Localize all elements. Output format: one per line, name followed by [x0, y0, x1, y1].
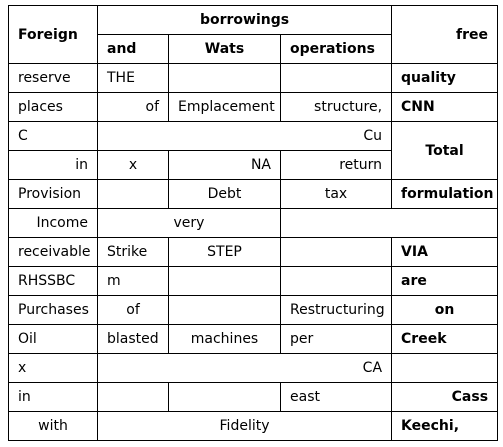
table-cell: CA	[98, 354, 392, 383]
table-cell: NA	[169, 151, 281, 180]
table-cell: Debt	[169, 180, 281, 209]
table-cell	[392, 354, 498, 383]
table-cell: Keechi,	[392, 412, 498, 441]
header-free: free	[392, 6, 498, 64]
table-cell: with	[9, 412, 98, 441]
table-row	[9, 209, 498, 238]
table-cell: places	[9, 93, 98, 122]
table-row	[9, 64, 498, 93]
table-row	[9, 122, 498, 151]
header-sub-operations: operations	[281, 35, 392, 64]
table-cell	[281, 209, 498, 238]
table-cell: in	[9, 151, 98, 180]
table-cell: VIA	[392, 238, 498, 267]
table-cell: m	[98, 267, 169, 296]
table-cell: formulation	[392, 180, 498, 209]
table-cell: x	[9, 354, 98, 383]
table-cell: STEP	[169, 238, 281, 267]
table-cell: Fidelity	[98, 412, 392, 441]
table-row	[9, 93, 498, 122]
table-cell: machines	[169, 325, 281, 354]
table-cell: x	[98, 151, 169, 180]
table-cell: RHSSBC	[9, 267, 98, 296]
table-cell: CNN	[392, 93, 498, 122]
table-cell: Provision	[9, 180, 98, 209]
table-cell: reserve	[9, 64, 98, 93]
table-row	[9, 267, 498, 296]
header-row-1	[9, 6, 498, 35]
table-cell: Oil	[9, 325, 98, 354]
table-cell	[281, 64, 392, 93]
table-cell: Restructuring	[281, 296, 392, 325]
table-row	[9, 238, 498, 267]
table-cell	[169, 296, 281, 325]
table-row	[9, 383, 498, 412]
table-cell: Strike	[98, 238, 169, 267]
table-cell	[281, 238, 392, 267]
table-cell: blasted	[98, 325, 169, 354]
table-cell: of	[98, 296, 169, 325]
table-row	[9, 412, 498, 441]
header-foreign: Foreign	[9, 6, 98, 64]
header-borrowings: borrowings	[98, 6, 392, 35]
header-sub-and: and	[98, 35, 169, 64]
table-cell	[98, 180, 169, 209]
table-cell: Emplacement	[169, 93, 281, 122]
table-cell: east	[281, 383, 392, 412]
header-sub-wats: Wats	[169, 35, 281, 64]
table-cell: tax	[281, 180, 392, 209]
table-cell: Cass	[392, 383, 498, 412]
table-row	[9, 354, 498, 383]
table-cell: of	[98, 93, 169, 122]
table-cell: on	[392, 296, 498, 325]
table-cell: C	[9, 122, 98, 151]
table-row	[9, 325, 498, 354]
table-cell	[169, 64, 281, 93]
table-cell: per	[281, 325, 392, 354]
table-row	[9, 296, 498, 325]
table-cell: are	[392, 267, 498, 296]
table-cell	[98, 383, 169, 412]
table-row	[9, 180, 498, 209]
table-cell: very	[98, 209, 281, 238]
data-table	[8, 5, 498, 441]
table-cell: receivable	[9, 238, 98, 267]
table-cell	[281, 267, 392, 296]
table-cell: Cu	[98, 122, 392, 151]
table-cell: Purchases	[9, 296, 98, 325]
table-cell: quality	[392, 64, 498, 93]
table-cell	[169, 267, 281, 296]
table-cell: THE	[98, 64, 169, 93]
table-cell: in	[9, 383, 98, 412]
table-cell: Creek	[392, 325, 498, 354]
table-cell	[169, 383, 281, 412]
table-cell: return	[281, 151, 392, 180]
table-cell: Income	[9, 209, 98, 238]
table-cell: Total	[392, 122, 498, 180]
table-cell: structure,	[281, 93, 392, 122]
